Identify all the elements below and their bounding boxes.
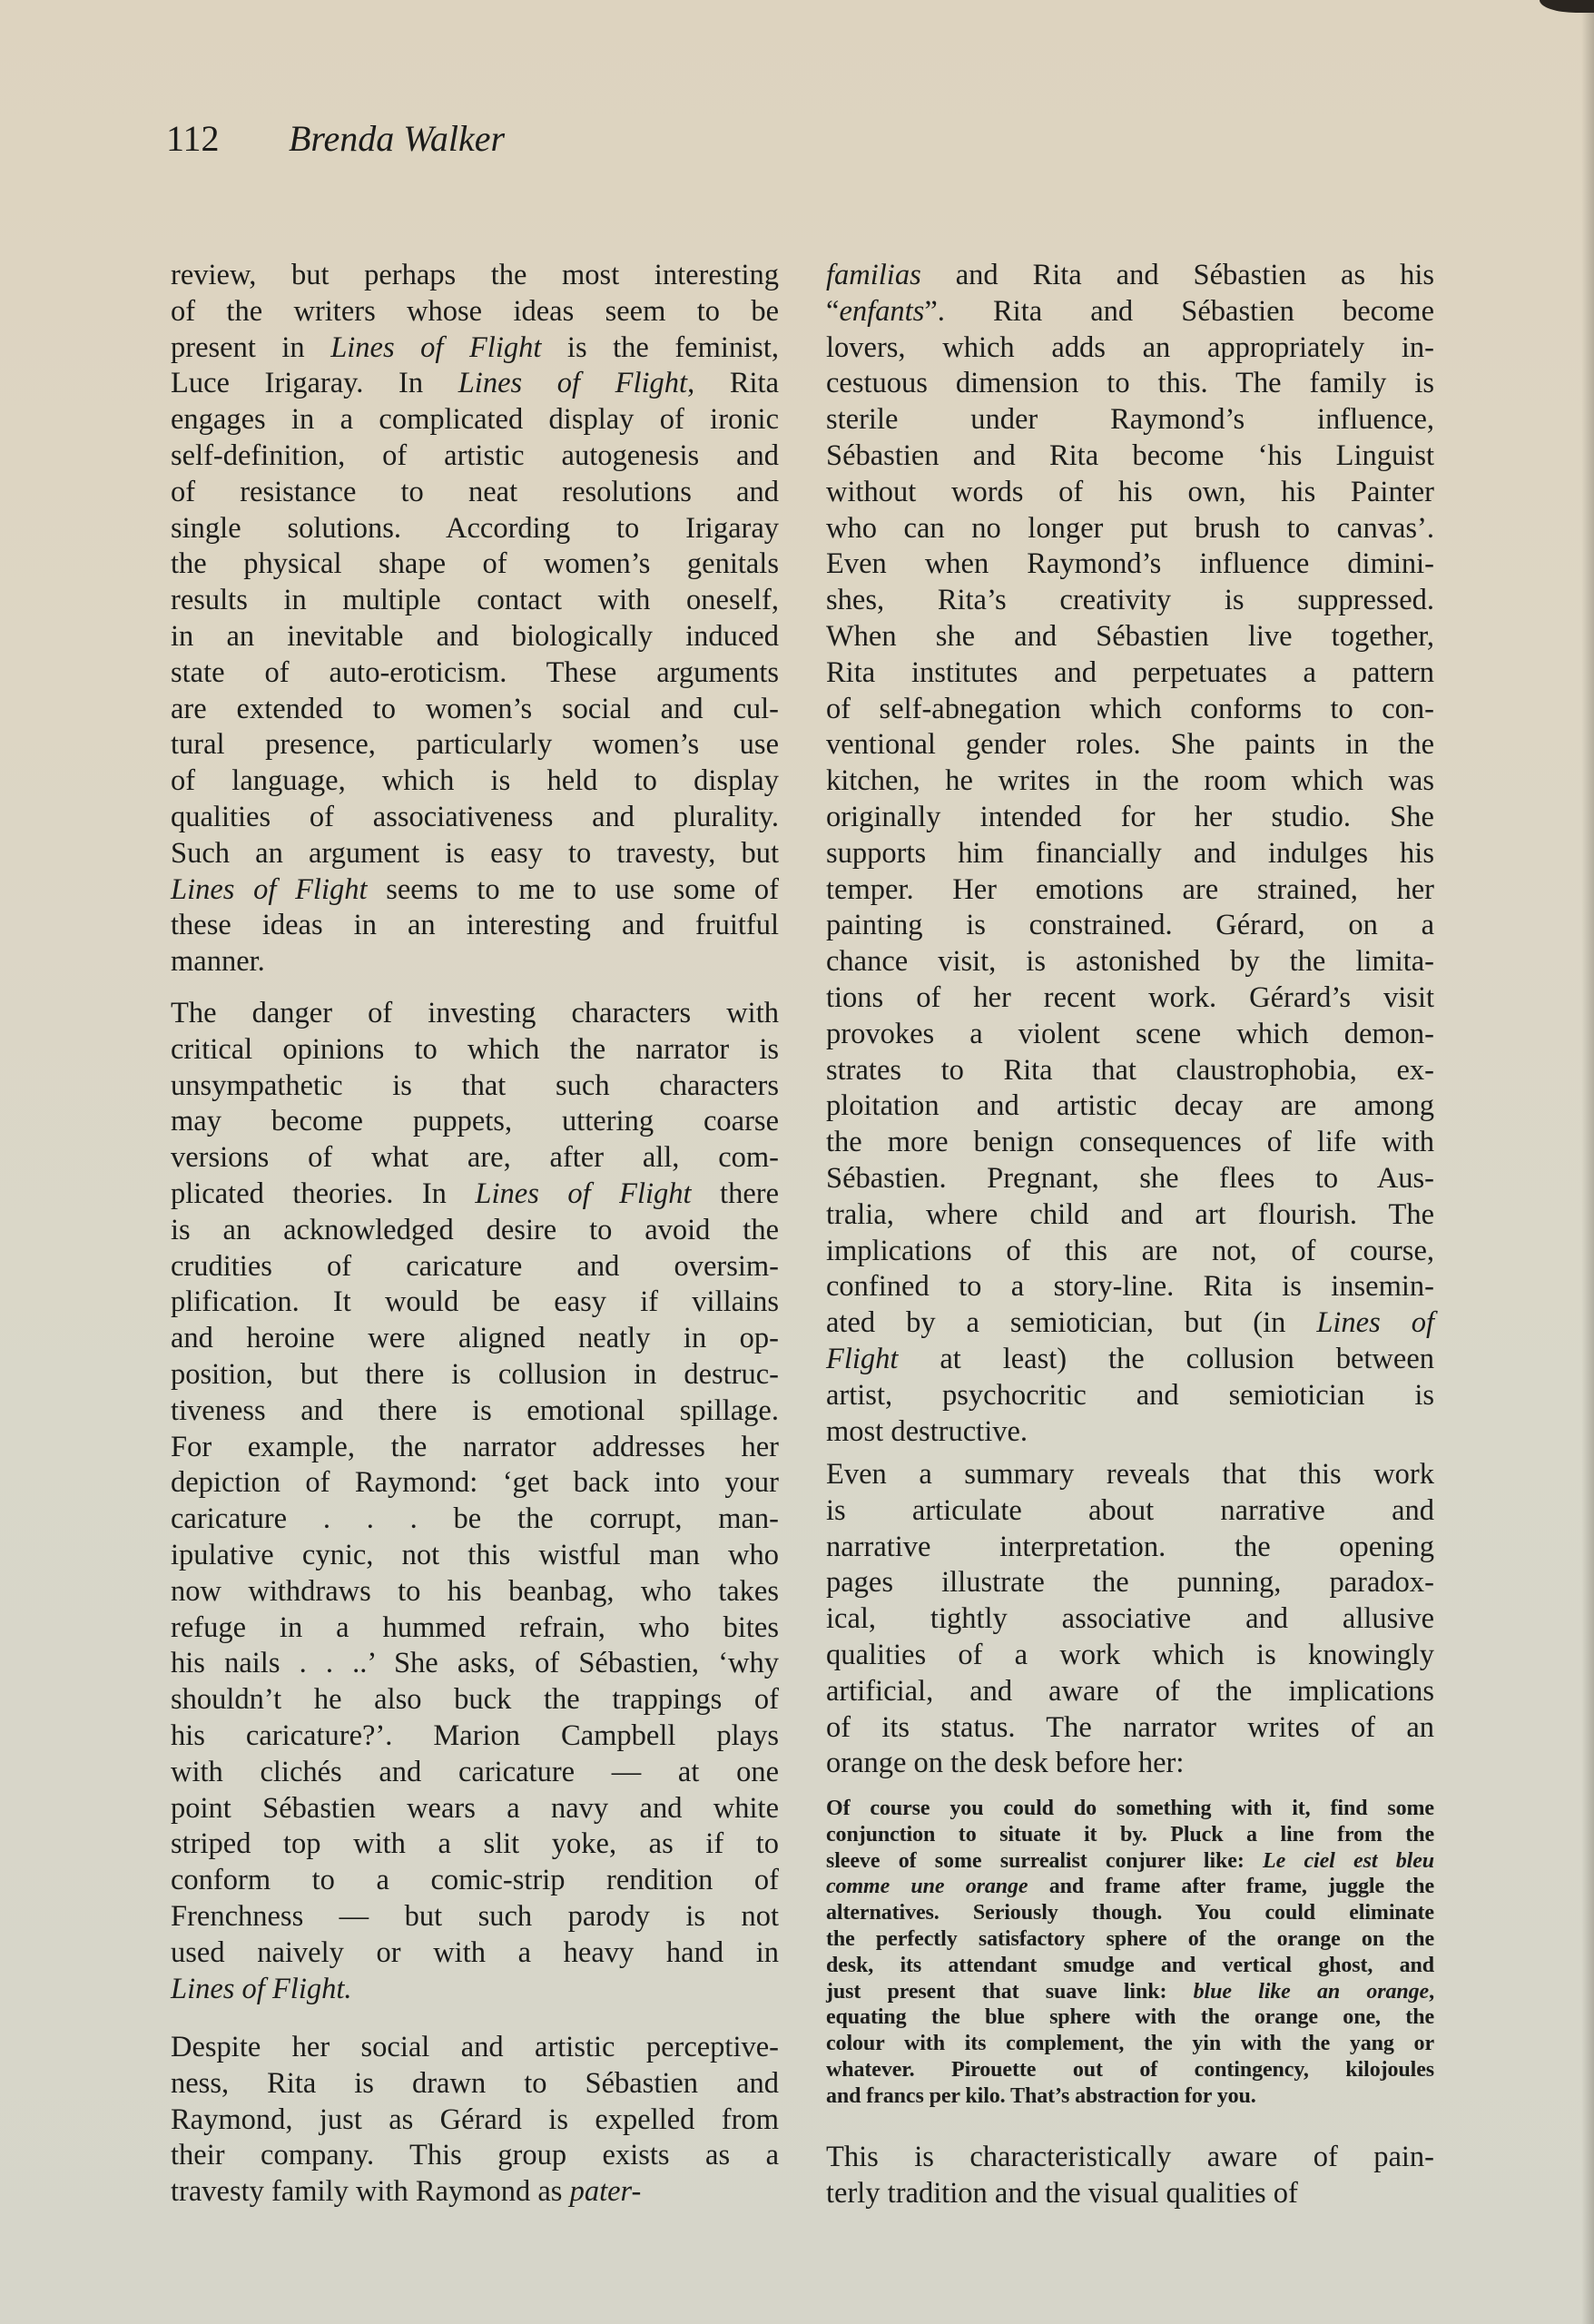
text-line: the more benign consequences of life with <box>826 1126 1434 1159</box>
text-line: engages in a complicated display of ironic <box>171 403 779 437</box>
text-line: narrative interpretation. the opening <box>826 1530 1434 1563</box>
text-line: originally intended for her studio. She <box>826 801 1434 833</box>
text-line: position, but there is collusion in destruc- <box>171 1358 779 1391</box>
running-head <box>166 116 505 162</box>
text-line: implications of this are not, of course, <box>826 1234 1434 1267</box>
text-line: conform to a comic-strip rendition of <box>171 1864 779 1897</box>
text-line: ness, Rita is drawn to Sébastien and <box>171 2066 779 2100</box>
text-line: Sébastien. Pregnant, she flees to Aus- <box>826 1162 1434 1195</box>
text-line: of resistance to neat resolutions and <box>171 475 779 508</box>
text-line: their company. This group exists as a <box>171 2139 779 2172</box>
text-line: desk, its attendant smudge and vertical ghost, and <box>826 1953 1434 1977</box>
text-line: his nails . . ..’ She asks, of Sébastien, ‘why <box>171 1647 779 1680</box>
text-line: with clichés and caricature — at one <box>171 1755 779 1788</box>
text-line: Flight at least) the collusion between <box>826 1343 1434 1375</box>
text-line: most destructive. <box>826 1414 1028 1448</box>
text-line: comme une orange and frame after frame, juggle the <box>826 1875 1434 1899</box>
text-line: For example, the narrator addresses her <box>171 1430 779 1463</box>
text-line: ical, tightly associative and allusive <box>826 1602 1434 1636</box>
text-line: present in Lines of Flight is the feminist, <box>171 330 779 364</box>
text-line: used naively or with a heavy hand in <box>171 1935 779 1969</box>
text-line: temper. Her emotions are strained, her <box>826 872 1434 906</box>
text-line: alternatives. Seriously though. You could eliminate <box>826 1901 1434 1925</box>
text-line: Such an argument is easy to travesty, but <box>171 836 779 870</box>
text-line: who can no longer put brush to canvas’. <box>826 511 1434 545</box>
text-line: plicated theories. In Lines of Flight there <box>171 1177 780 1210</box>
text-line: ipulative cynic, not this wistful man who <box>171 1539 779 1571</box>
text-line: may become puppets, uttering coarse <box>171 1105 779 1138</box>
text-line: refuge in a hummed refrain, who bites <box>171 1610 779 1644</box>
text-line: of its status. The narrator writes of an <box>826 1710 1434 1744</box>
text-line: Despite her social and artistic perceptive- <box>171 2031 779 2063</box>
text-line: is articulate about narrative and <box>826 1493 1434 1527</box>
text-line: Rita institutes and perpetuates a pattern <box>826 655 1434 689</box>
text-line: provokes a violent scene which demon- <box>826 1017 1434 1050</box>
text-line: just present that suave link: blue like an orange, <box>826 1979 1434 2004</box>
text-line: shes, Rita’s creativity is suppressed. <box>826 584 1434 617</box>
text-line: Luce Irigaray. In Lines of Flight, Rita <box>171 367 779 400</box>
text-line: Even a summary reveals that this work <box>826 1458 1434 1491</box>
text-line: orange on the desk before her: <box>826 1747 1185 1780</box>
text-line: crudities of caricature and oversim- <box>171 1249 779 1283</box>
text-line: ated by a semiotician, but (in Lines of <box>826 1306 1434 1340</box>
text-line: sleeve of some surrealist conjurer like: Le ciel est bleu <box>826 1848 1434 1873</box>
text-line: kitchen, he writes in the room which was <box>826 764 1434 798</box>
text-line: Lines of Flight seems to me to use some of <box>171 872 780 906</box>
text-line: striped top with a slit yoke, as if to <box>171 1827 779 1861</box>
text-line: colour with its complement, the yin with the yang or <box>826 2032 1434 2056</box>
text-line: the perfectly satisfactory sphere of the orange on the <box>826 1927 1434 1951</box>
text-line: now withdraws to his beanbag, who takes <box>171 1574 779 1608</box>
text-line: ventional gender roles. She paints in the <box>826 728 1434 762</box>
text-line: terly tradition and the visual qualities of <box>826 2176 1298 2210</box>
text-line: Lines of Flight. <box>171 1972 352 2005</box>
text-line: chance visit, is astonished by the limita- <box>826 945 1434 979</box>
text-line: tralia, where child and art flourish. The <box>826 1197 1434 1231</box>
text-line: artist, psychocritic and semiotician is <box>826 1378 1434 1412</box>
text-line: When she and Sébastien live together, <box>826 620 1434 653</box>
text-line: Even when Raymond’s influence dimini- <box>826 547 1434 581</box>
page-edge-shadow <box>1581 0 1594 2324</box>
text-line: sterile under Raymond’s influence, <box>826 403 1434 437</box>
text-line: are extended to women’s social and cul- <box>171 692 779 725</box>
text-line: point Sébastien wears a navy and white <box>171 1791 779 1825</box>
text-line: qualities of associativeness and plurality. <box>171 801 779 833</box>
text-line: equating the blue sphere with the orange one, the <box>826 2005 1434 2030</box>
text-line: and heroine were aligned neatly in op- <box>171 1322 779 1355</box>
page-corner-shadow <box>1540 0 1594 13</box>
text-line: of self-abnegation which conforms to con- <box>826 692 1434 725</box>
text-line: painting is constrained. Gérard, on a <box>826 909 1434 942</box>
text-line: caricature . . . be the corrupt, man- <box>171 1502 779 1536</box>
text-line: whatever. Pirouette out of contingency, kilojoules <box>826 2058 1434 2082</box>
text-line: conjunction to situate it by. Pluck a line from the <box>826 1822 1434 1846</box>
text-line: lovers, which adds an appropriately in- <box>826 330 1434 364</box>
text-line: without words of his own, his Painter <box>826 475 1434 508</box>
text-line: of language, which is held to display <box>171 764 779 798</box>
text-line: ploitation and artistic decay are among <box>826 1089 1434 1123</box>
text-line: “enfants”. Rita and Sébastien become <box>826 294 1434 328</box>
author-name: Brenda Walker <box>289 118 506 159</box>
text-line: Of course you could do something with it, find some <box>826 1797 1434 1820</box>
text-line: self-definition, of artistic autogenesis and <box>171 439 779 472</box>
text-line: his caricature?’. Marion Campbell plays <box>171 1719 779 1752</box>
text-line: plification. It would be easy if villains <box>171 1285 779 1319</box>
text-line: travesty family with Raymond as pater- <box>171 2175 642 2209</box>
text-line: depiction of Raymond: ‘get back into your <box>171 1466 779 1500</box>
text-line: Sébastien and Rita become ‘his Linguist <box>826 439 1434 472</box>
text-line: results in multiple contact with oneself, <box>171 584 779 617</box>
text-line: This is characteristically aware of pain- <box>826 2141 1434 2173</box>
text-line: and francs per kilo. That’s abstraction for you. <box>826 2083 1256 2108</box>
text-line: confined to a story-line. Rita is insemin- <box>826 1270 1434 1304</box>
text-line: unsympathetic is that such characters <box>171 1068 779 1102</box>
text-line: Frenchness — but such parody is not <box>171 1900 779 1933</box>
text-line: shouldn’t he also buck the trappings of <box>171 1683 779 1717</box>
text-line: manner. <box>171 945 265 979</box>
text-line: single solutions. According to Irigaray <box>171 511 779 545</box>
text-line: pages illustrate the punning, paradox- <box>826 1566 1434 1600</box>
text-line: of the writers whose ideas seem to be <box>171 294 779 328</box>
text-line: cestuous dimension to this. The family is <box>826 367 1434 400</box>
text-line: in an inevitable and biologically induced <box>171 620 779 653</box>
text-line: The danger of investing characters with <box>171 997 779 1029</box>
text-line: supports him financially and indulges his <box>826 836 1434 870</box>
text-line: state of auto-eroticism. These arguments <box>171 655 779 689</box>
text-line: tions of her recent work. Gérard’s visit <box>826 981 1434 1014</box>
text-line: critical opinions to which the narrator is <box>171 1032 779 1066</box>
text-line: versions of what are, after all, com- <box>171 1141 779 1175</box>
text-line: strates to Rita that claustrophobia, ex- <box>826 1053 1434 1087</box>
text-line: Raymond, just as Gérard is expelled from <box>171 2102 779 2136</box>
page-number: 112 <box>166 118 220 159</box>
text-line: tiveness and there is emotional spillage. <box>171 1393 779 1427</box>
text-line: review, but perhaps the most interesting <box>171 259 779 291</box>
text-line: artificial, and aware of the implications <box>826 1674 1434 1708</box>
text-line: familias and Rita and Sébastien as his <box>826 259 1434 291</box>
text-line: qualities of a work which is knowingly <box>826 1639 1434 1671</box>
text-line: these ideas in an interesting and fruitful <box>171 909 779 942</box>
text-line: tural presence, particularly women’s use <box>171 728 779 762</box>
text-line: the physical shape of women’s genitals <box>171 547 779 581</box>
text-line: is an acknowledged desire to avoid the <box>171 1213 779 1246</box>
